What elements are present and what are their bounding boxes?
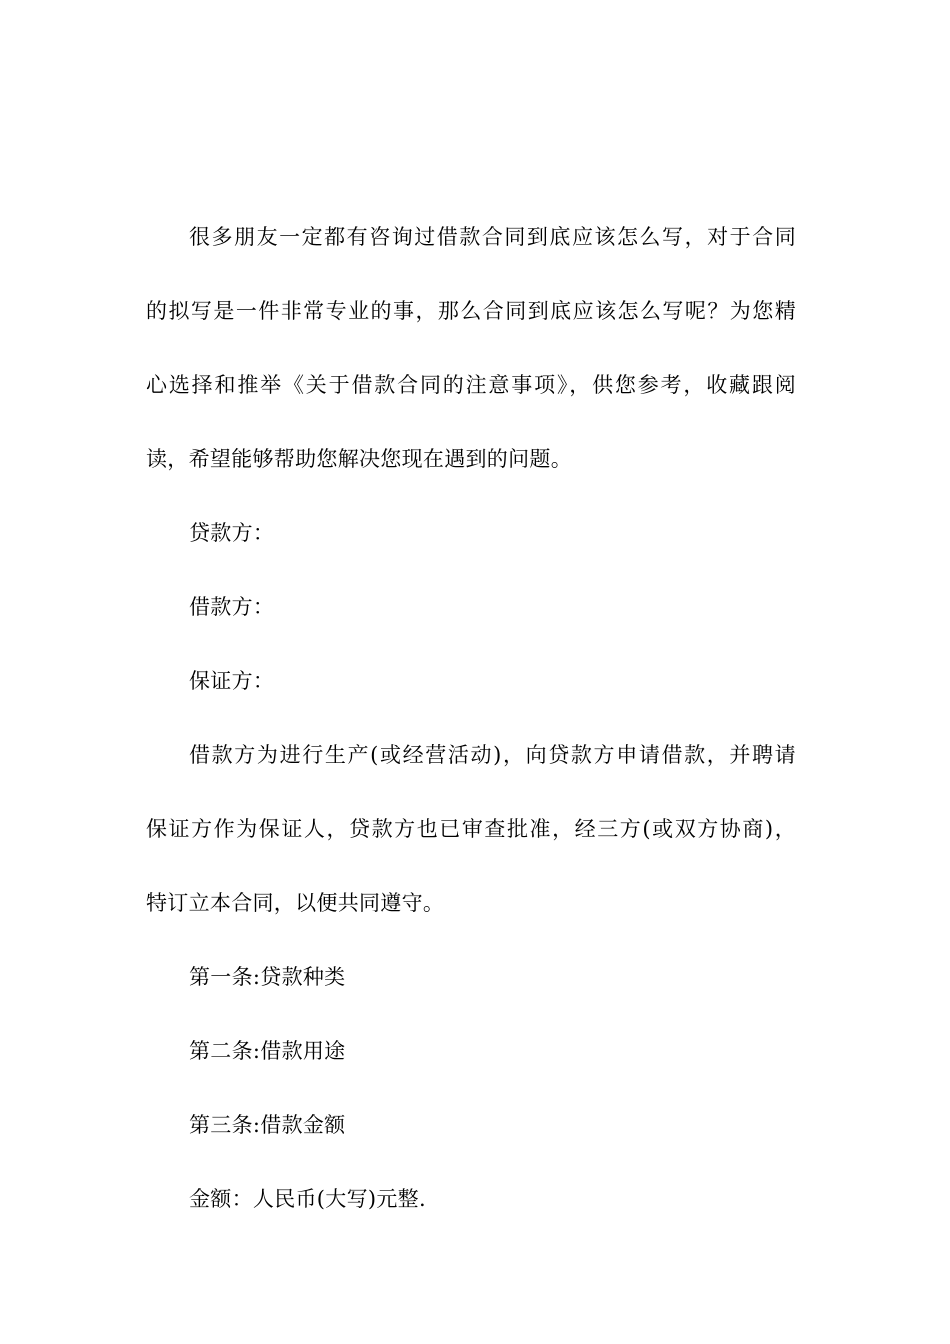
- preamble-line-2: 保证方作为保证人，贷款方也已审查批准，经三方(或双方协商)，: [146, 817, 796, 841]
- intro-line-2: 的拟写是一件非常专业的事，那么合同到底应该怎么写呢？为您精: [146, 299, 796, 323]
- article-3-heading: 第三条:借款金额: [189, 1113, 346, 1137]
- article-2-heading: 第二条:借款用途: [189, 1039, 346, 1063]
- article-1-heading: 第一条:贷款种类: [189, 965, 346, 989]
- preamble-line-1: 借款方为进行生产(或经营活动)，向贷款方申请借款，并聘请: [189, 743, 796, 767]
- intro-line-1: 很多朋友一定都有咨询过借款合同到底应该怎么写，对于合同: [189, 225, 796, 249]
- intro-paragraph: [146, 200, 796, 496]
- preamble-line-3: 特订立本合同，以便共同遵守。: [146, 891, 445, 915]
- amount-line: 金额：人民币(大写)元整.: [189, 1187, 426, 1211]
- intro-line-3: 心选择和推举《关于借款合同的注意事项》，供您参考，收藏跟阅: [146, 373, 796, 397]
- lender-label: 贷款方：: [189, 521, 275, 545]
- borrower-label: 借款方：: [189, 595, 275, 619]
- intro-line-4: 读，希望能够帮助您解决您现在遇到的问题。: [146, 447, 572, 471]
- preamble-paragraph: [146, 718, 796, 940]
- guarantor-label: 保证方：: [189, 669, 275, 693]
- document-page: [146, 200, 796, 1236]
